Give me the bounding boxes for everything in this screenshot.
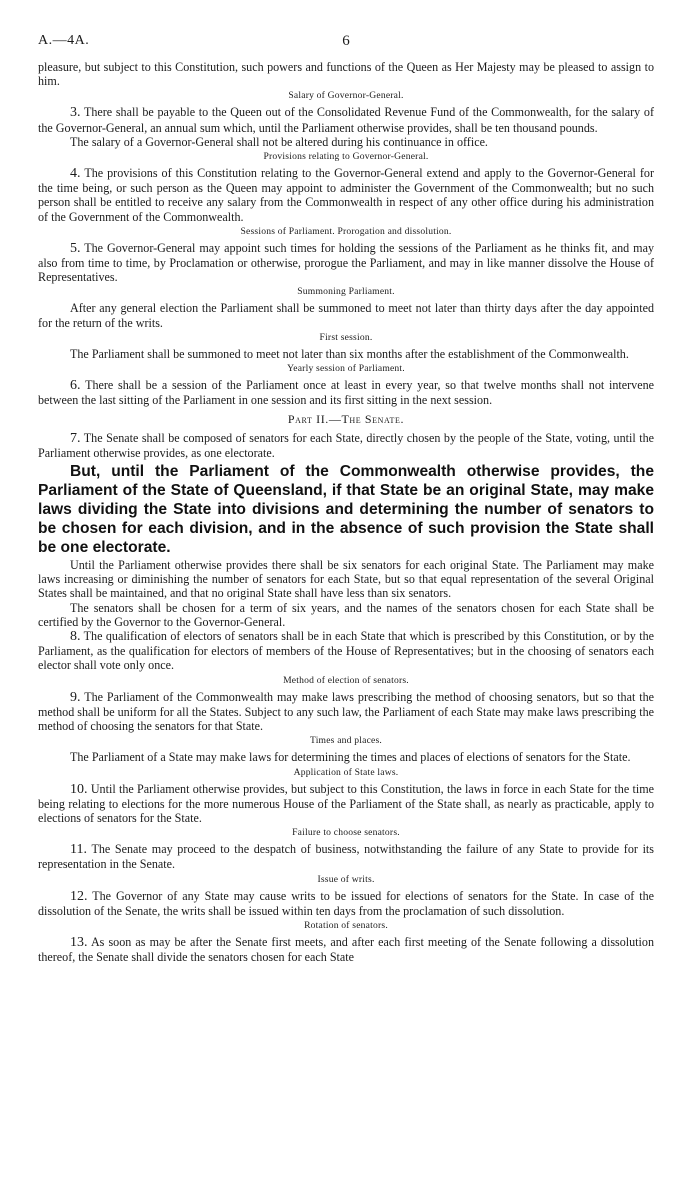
body-paragraph: Until the Parliament otherwise provides there shall be six senators for each original State. The Parliament may make laws increasing or diminishing the number of senators for each State, but so that equal representation of the several Original States shall be maintained, and that no original State shall have less than six senators. <box>38 558 654 601</box>
marginal-heading: Failure to choose senators. <box>292 827 400 839</box>
section-text: Until the Parliament otherwise provides, but subject to this Constitution, the laws in force in each State for the time being relating to elections for the more numerous House of the Parliament of the State shall, as nearly as practicable, apply to elections of senators for the State. <box>38 781 654 825</box>
marginal-heading: Sessions of Parliament. Prorogation and dissolution. <box>240 225 452 237</box>
marginal-heading: Summoning Parliament. <box>297 286 395 298</box>
section-text: There shall be payable to the Queen out of the Consolidated Revenue Fund of the Commonwealth, for the salary of the Governor-General, an annual sum which, until the Parliament otherwise provides, shall be ten thousand pounds. <box>38 105 654 135</box>
section-number: 11. <box>70 842 87 858</box>
section-paragraph <box>38 935 654 964</box>
section-text: The Parliament of the Commonwealth may make laws prescribing the method of choosing senators, but so that the method shall be uniform for all the States. Subject to any such law, the Parliament of each State may make laws prescribing the method of choosing the senators for that State. <box>38 689 654 734</box>
section-text: The Governor of any State may cause writs to be issued for elections of senators for the State. In case of the dissolution of the Senate, the writs shall be issued within ten days from the proclamation of such dissolution. <box>38 888 654 918</box>
marginal-heading: Provisions relating to Governor-General. <box>263 151 429 163</box>
section-paragraph <box>38 431 654 460</box>
marginal-heading: First session. <box>319 331 373 343</box>
section-paragraph <box>38 782 654 826</box>
page-number: 6 <box>342 33 350 49</box>
section-paragraph <box>38 842 654 871</box>
section-paragraph <box>38 105 654 134</box>
body-paragraph: After any general election the Parliament shall be summoned to meet not later than thirty days after the day appointed for the return of the writs. <box>38 301 654 330</box>
section-text: The Governor-General may appoint such times for holding the sessions of the Parliament as he thinks fit, and may also from time to time, by Proclamation or otherwise, prorogue the Parliament, and may in like manner dissolve the House of Representatives. <box>38 240 654 285</box>
section-text: The qualification of electors of senators shall be in each State that which is prescribed by this Constitution, or by the Parliament, as the qualification for electors of members of the House of Representatives; but in the choosing of senators each elector shall vote only once. <box>38 629 654 673</box>
section-number: 8. <box>70 629 81 645</box>
section-paragraph <box>38 690 654 734</box>
section-paragraph <box>38 166 654 224</box>
bold-amendment-paragraph: But, until the Parliament of the Commonwealth otherwise provides, the Parliament of the State of Queensland, if that State be an original State, may make laws dividing the State into divisions and determining the number of senators to be chosen for each division, and in the absence of such provision the State shall be one electorate. <box>38 463 654 557</box>
marginal-heading: Times and places. <box>309 735 383 747</box>
section-number: 9. <box>70 689 81 705</box>
section-number: 12. <box>70 888 88 904</box>
document-reference: A.—4A. <box>38 33 90 48</box>
section-number: 10. <box>70 781 88 797</box>
page-header <box>38 34 654 56</box>
section-number: 13. <box>70 934 88 950</box>
marginal-heading: Issue of writs. <box>317 873 375 885</box>
section-paragraph <box>38 889 654 918</box>
section-number: 7. <box>70 430 81 446</box>
body-paragraph: pleasure, but subject to this Constitution, such powers and functions of the Queen as Her Majesty may be pleased to assign to him. <box>38 60 654 89</box>
section-paragraph <box>38 629 654 673</box>
section-number: 5. <box>70 240 81 256</box>
body-paragraph: The Parliament of a State may make laws for determining the times and places of elections of senators for the State. <box>70 750 631 765</box>
section-paragraph <box>38 378 654 407</box>
section-number: 6. <box>70 378 81 394</box>
body-paragraph: The senators shall be chosen for a term of six years, and the names of the senators chosen for each State shall be certified by the Governor to the Governor-General. <box>38 600 654 629</box>
marginal-heading: Method of election of senators. <box>283 674 409 686</box>
section-text: The Senate may proceed to the despatch of business, notwithstanding the failure of any State to provide for its representation in the Senate. <box>38 842 654 872</box>
marginal-heading: Application of State laws. <box>293 766 399 778</box>
section-number: 3. <box>70 105 81 121</box>
body-paragraph: The salary of a Governor-General shall not be altered during his continuance in office. <box>70 134 488 149</box>
section-number: 4. <box>70 166 81 182</box>
section-paragraph <box>38 241 654 285</box>
section-text: The Senate shall be composed of senators for each State, directly chosen by the people of the State, voting, until the Parliament otherwise provides, as one electorate. <box>38 430 654 460</box>
section-text: There shall be a session of the Parliament once at least in every year, so that twelve months shall not intervene between the last sitting of the Parliament in one session and its first sitting in the next session. <box>38 378 654 408</box>
marginal-heading: Yearly session of Parliament. <box>287 363 405 375</box>
marginal-heading: Rotation of senators. <box>304 919 388 931</box>
part-heading: Part II.—The Senate. <box>287 412 405 427</box>
body-paragraph: The Parliament shall be summoned to meet not later than six months after the establishment of the Commonwealth. <box>70 346 629 361</box>
section-text: As soon as may be after the Senate first meets, and after each first meeting of the Senate following a dissolution thereof, the Senate shall divide the senators chosen for each State <box>38 934 655 965</box>
marginal-heading: Salary of Governor-General. <box>288 90 404 102</box>
section-text: The provisions of this Constitution relating to the Governor-General extend and apply to the Governor-General for the time being, or such person as the Queen may appoint to administer the Government of the Commonwealth; but no such person shall be entitled to receive any salary from the Commonwealth in respect of any other office during his administration of the Government of the Commonwealth. <box>38 166 654 224</box>
